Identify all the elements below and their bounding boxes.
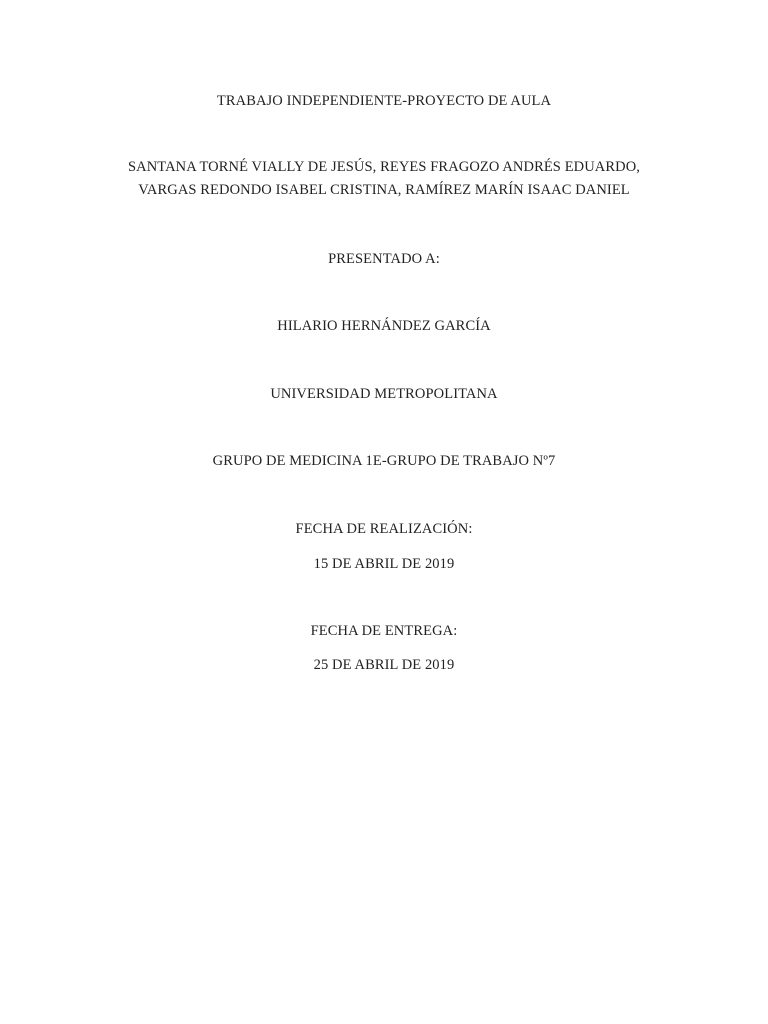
delivery-date-label: FECHA DE ENTREGA: (310, 623, 458, 639)
realization-date: 15 DE ABRIL DE 2019 (313, 556, 455, 572)
university-name: UNIVERSIDAD METROPOLITANA (270, 386, 498, 402)
authors-line-1: SANTANA TORNÉ VIALLY DE JESÚS, REYES FRAGOZO ANDRÉS EDUARDO, (128, 159, 640, 175)
group-name: GRUPO DE MEDICINA 1E-GRUPO DE TRABAJO Nº7 (212, 453, 556, 469)
delivery-date: 25 DE ABRIL DE 2019 (313, 657, 455, 673)
realization-date-label: FECHA DE REALIZACIÓN: (295, 521, 473, 537)
professor-name: HILARIO HERNÁNDEZ GARCÍA (277, 318, 491, 334)
authors-line-2: VARGAS REDONDO ISABEL CRISTINA, RAMÍREZ MARÍN ISAAC DANIEL (138, 182, 630, 198)
document-title: TRABAJO INDEPENDIENTE-PROYECTO DE AULA (216, 93, 552, 109)
presented-to-label: PRESENTADO A: (328, 251, 440, 267)
